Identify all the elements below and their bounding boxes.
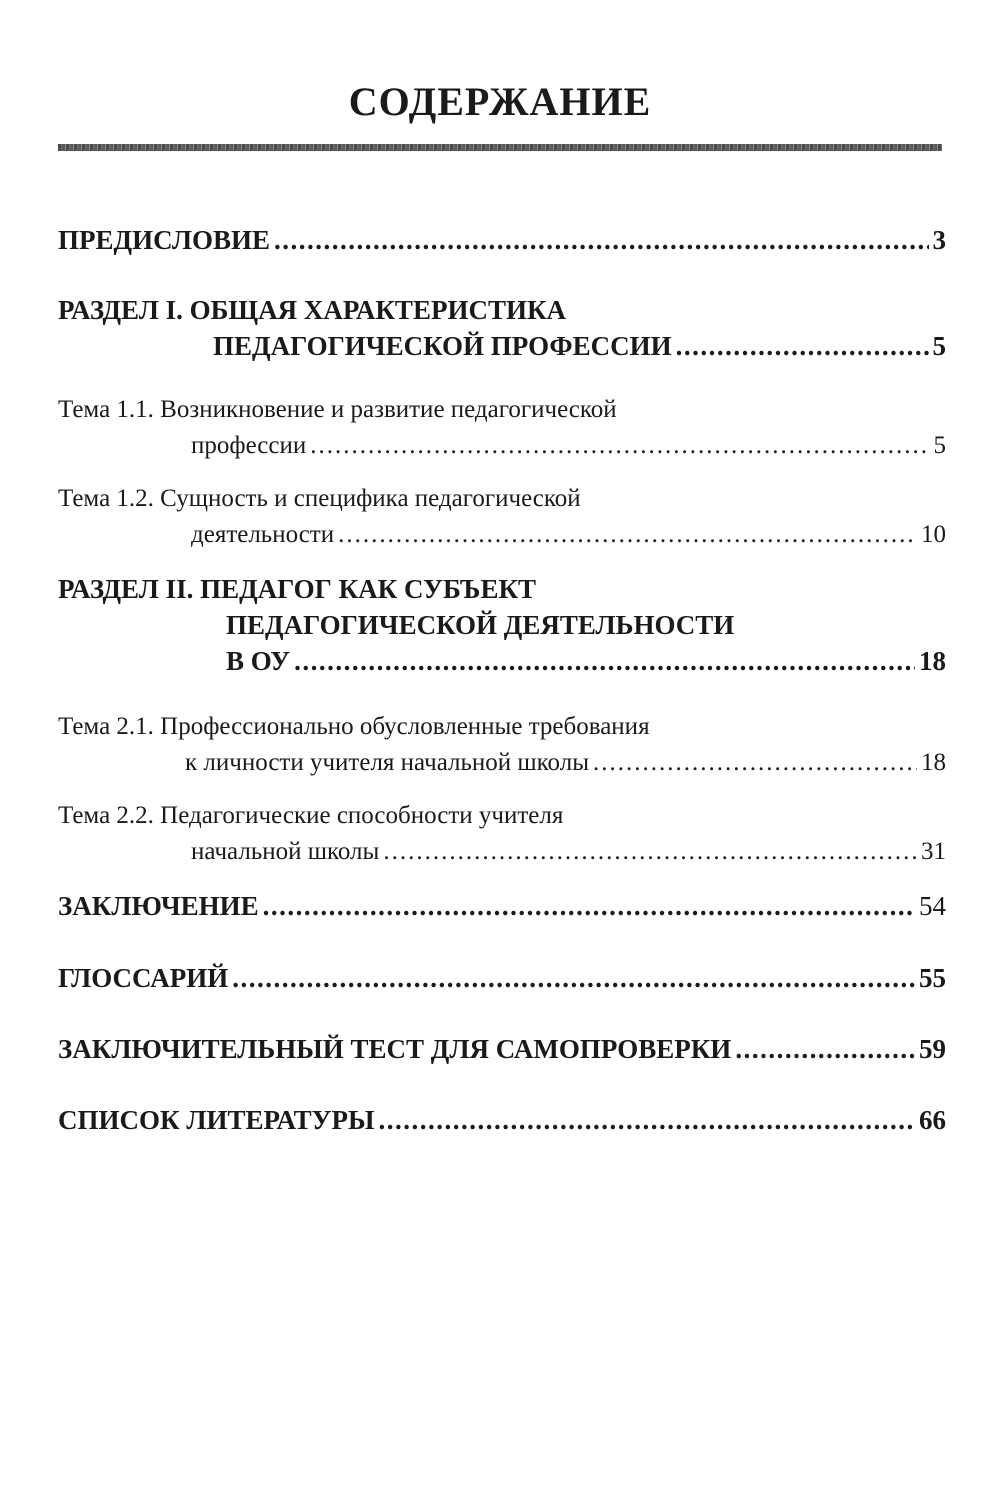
toc-entry-label-cont: начальной школы xyxy=(191,838,380,865)
toc-entry-label: Тема 1.2. Сущность и специфика педагогической xyxy=(58,485,581,512)
toc-entry-section-2[interactable] xyxy=(58,571,946,679)
toc-entry-label-cont: В ОУ xyxy=(226,646,291,676)
page-title: СОДЕРЖАНИЕ xyxy=(348,79,652,124)
table-of-contents xyxy=(58,222,946,1138)
toc-entry-label-cont: профессии xyxy=(191,432,307,459)
toc-page-number: 55 xyxy=(919,963,946,993)
toc-entry-preface[interactable] xyxy=(58,222,946,258)
toc-entry-label: РАЗДЕЛ II. ПЕДАГОГ КАК СУБЪЕКТ xyxy=(58,574,537,604)
toc-entry-glossary[interactable] xyxy=(58,960,946,996)
toc-entry-label: Тема 1.1. Возникновение и развитие педагогической xyxy=(58,396,617,423)
dot-leader xyxy=(735,1031,915,1067)
toc-entry-label: ПРЕДИСЛОВИЕ xyxy=(58,225,271,255)
dot-leader xyxy=(294,643,915,679)
toc-page-number: 18 xyxy=(919,646,946,676)
toc-entry-label: ЗАКЛЮЧИТЕЛЬНЫЙ ТЕСТ ДЛЯ САМОПРОВЕРКИ xyxy=(58,1034,732,1064)
dot-leader xyxy=(383,834,917,870)
dot-leader xyxy=(593,745,917,781)
toc-entry-label: РАЗДЕЛ I. ОБЩАЯ ХАРАКТЕРИСТИКА xyxy=(58,295,567,325)
dot-leader xyxy=(310,428,929,464)
toc-entry-conclusion[interactable] xyxy=(58,888,946,924)
toc-page-number: 66 xyxy=(919,1105,946,1135)
toc-entry-label: СПИСОК ЛИТЕРАТУРЫ xyxy=(58,1105,375,1135)
dot-leader xyxy=(378,1102,915,1138)
toc-entry-topic-2-1[interactable] xyxy=(58,709,946,781)
toc-page-number: 31 xyxy=(921,838,946,865)
toc-entry-label-cont: ПЕДАГОГИЧЕСКОЙ ДЕЯТЕЛЬНОСТИ xyxy=(226,610,735,640)
toc-entry-topic-1-1[interactable] xyxy=(58,392,946,464)
title-divider xyxy=(58,144,942,151)
dot-leader xyxy=(676,328,929,364)
toc-entry-references[interactable] xyxy=(58,1102,946,1138)
toc-page-number: 5 xyxy=(932,331,946,361)
toc-entry-final-test[interactable] xyxy=(58,1031,946,1067)
toc-page-number: 5 xyxy=(933,432,946,459)
toc-entry-section-1[interactable] xyxy=(58,292,946,364)
toc-entry-label-cont: ПЕДАГОГИЧЕСКОЙ ПРОФЕССИИ xyxy=(213,331,672,361)
toc-page-number: 10 xyxy=(921,521,946,548)
toc-entry-label: Тема 2.2. Педагогические способности учителя xyxy=(58,802,564,829)
dot-leader xyxy=(263,888,915,924)
toc-entry-label-cont: деятельности xyxy=(191,521,335,548)
dot-leader xyxy=(338,517,917,553)
toc-page-number: 3 xyxy=(932,225,946,255)
toc-entry-label-cont: к личности учителя начальной школы xyxy=(185,749,589,776)
toc-entry-label: Тема 2.1. Профессионально обусловленные требования xyxy=(58,713,650,740)
toc-page-number: 59 xyxy=(919,1034,946,1064)
toc-entry-topic-1-2[interactable] xyxy=(58,481,946,553)
toc-entry-label: ГЛОССАРИЙ xyxy=(58,963,229,993)
dot-leader xyxy=(232,960,915,996)
toc-page-number: 54 xyxy=(919,891,946,921)
toc-page-number: 18 xyxy=(921,749,946,776)
toc-entry-label: ЗАКЛЮЧЕНИЕ xyxy=(58,891,259,921)
toc-entry-topic-2-2[interactable] xyxy=(58,798,946,870)
dot-leader xyxy=(274,222,928,258)
